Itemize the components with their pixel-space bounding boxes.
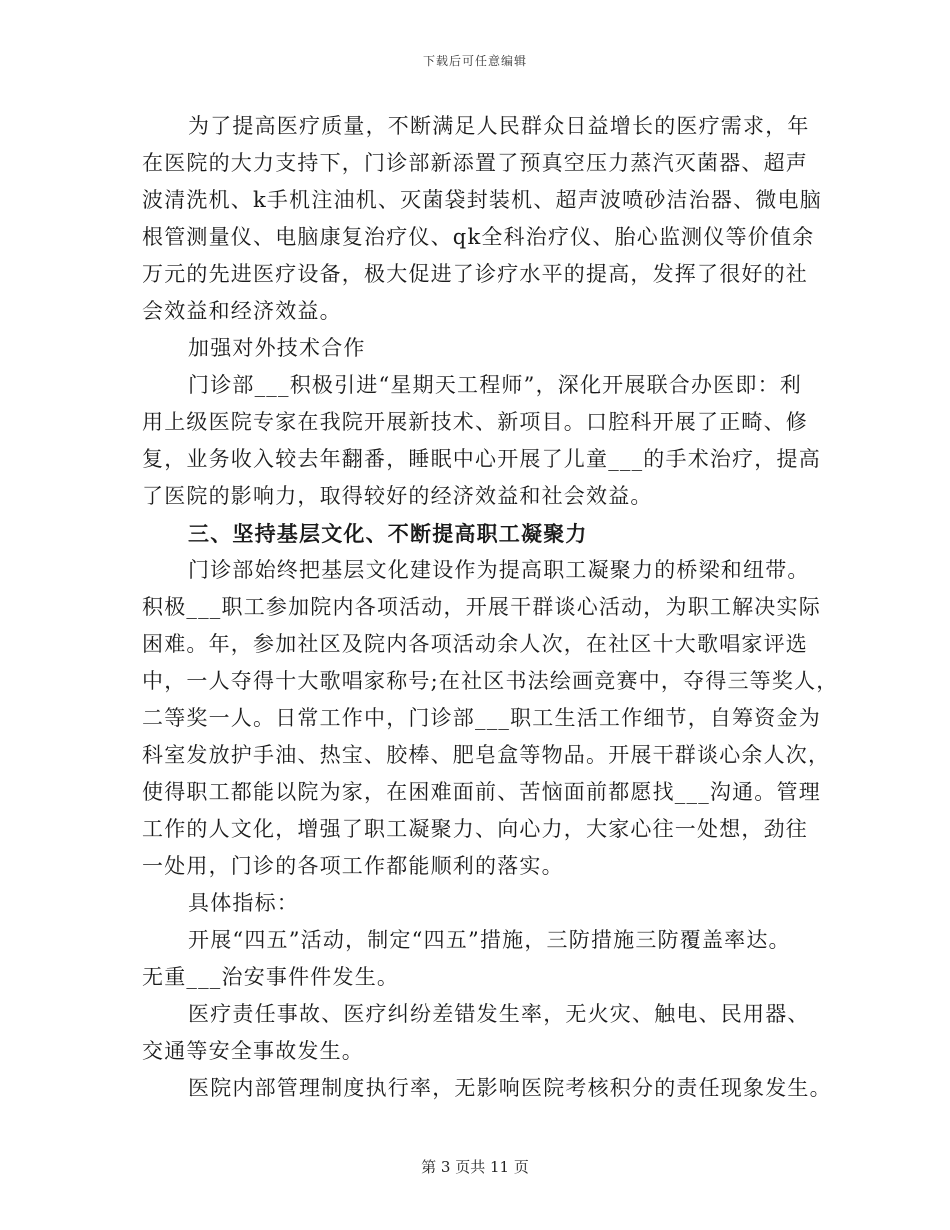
text-line: 中，一人夺得十大歌唱家称号;在社区书法绘画竞赛中，夺得三等奖人， xyxy=(142,669,839,693)
text-line: 困难。年，参加社区及院内各项活动余人次，在社区十大歌唱家评选 xyxy=(142,632,808,656)
text-line: 万元的先进医疗设备，极大促进了诊疗水平的提高，发挥了很好的社 xyxy=(142,262,808,286)
text-line: 二等奖一人。日常工作中，门诊部___职工生活工作细节，自筹资金为 xyxy=(142,706,821,730)
text-line: 开展“四五”活动，制定“四五”措施，三防措施三防覆盖率达。 xyxy=(188,928,791,952)
page-header: 下载后可任意编辑 xyxy=(422,54,527,68)
text-line: 会效益和经济效益。 xyxy=(142,299,342,323)
text-line: 一处用，门诊的各项工作都能顺利的落实。 xyxy=(142,854,564,878)
text-line: 复，业务收入较去年翻番，睡眠中心开展了儿童___的手术治疗，提高 xyxy=(142,447,821,471)
text-line: 无重___治安事件件发生。 xyxy=(142,965,400,989)
page-number: 第 3 页共 11 页 xyxy=(421,1158,529,1176)
subheading-line: 加强对外技术合作 xyxy=(188,336,366,360)
text-line: 医疗责任事故、医疗纠纷差错发生率，无火灾、触电、民用器、 xyxy=(188,1002,810,1026)
text-line: 了医院的影响力，取得较好的经济效益和社会效益。 xyxy=(142,484,653,508)
text-line: 科室发放护手油、热宝、胶棒、肥皂盒等物品。开展干群谈心余人次， xyxy=(142,743,831,767)
text-line: 在医院的大力支持下，门诊部新添置了预真空压力蒸汽灭菌器、超声 xyxy=(142,151,808,175)
text-line: 积极___职工参加院内各项活动，开展干群谈心活动，为职工解决实际 xyxy=(142,595,821,619)
text-line: 交通等安全事故发生。 xyxy=(142,1039,364,1063)
text-line: 波清洗机、k手机注油机、灭菌袋封装机、超声波喷砂洁治器、微电脑 xyxy=(142,188,822,212)
text-line: 医院内部管理制度执行率，无影响医院考核积分的责任现象发生。 xyxy=(188,1076,832,1100)
text-line: 使得职工都能以院为家，在困难面前、苦恼面前都愿找___沟通。管理 xyxy=(142,780,821,804)
text-line: 门诊部始终把基层文化建设作为提高职工凝聚力的桥梁和纽带。 xyxy=(188,558,810,582)
text-line: 根管测量仪、电脑康复治疗仪、qk全科治疗仪、胎心监测仪等价值余 xyxy=(142,225,815,249)
text-line: 用上级医院专家在我院开展新技术、新项目。口腔科开展了正畸、修 xyxy=(142,410,808,434)
section-heading: 三、坚持基层文化、不断提高职工凝聚力 xyxy=(188,521,588,546)
document-body xyxy=(142,108,839,1107)
text-line: 工作的人文化，增强了职工凝聚力、向心力，大家心往一处想，劲往 xyxy=(142,817,808,841)
subheading-line: 具体指标： xyxy=(188,891,299,915)
text-line: 门诊部___积极引进“星期天工程师”，深化开展联合办医即：利 xyxy=(188,373,802,397)
text-line: 为了提高医疗质量，不断满足人民群众日益增长的医疗需求，年 xyxy=(188,114,810,138)
